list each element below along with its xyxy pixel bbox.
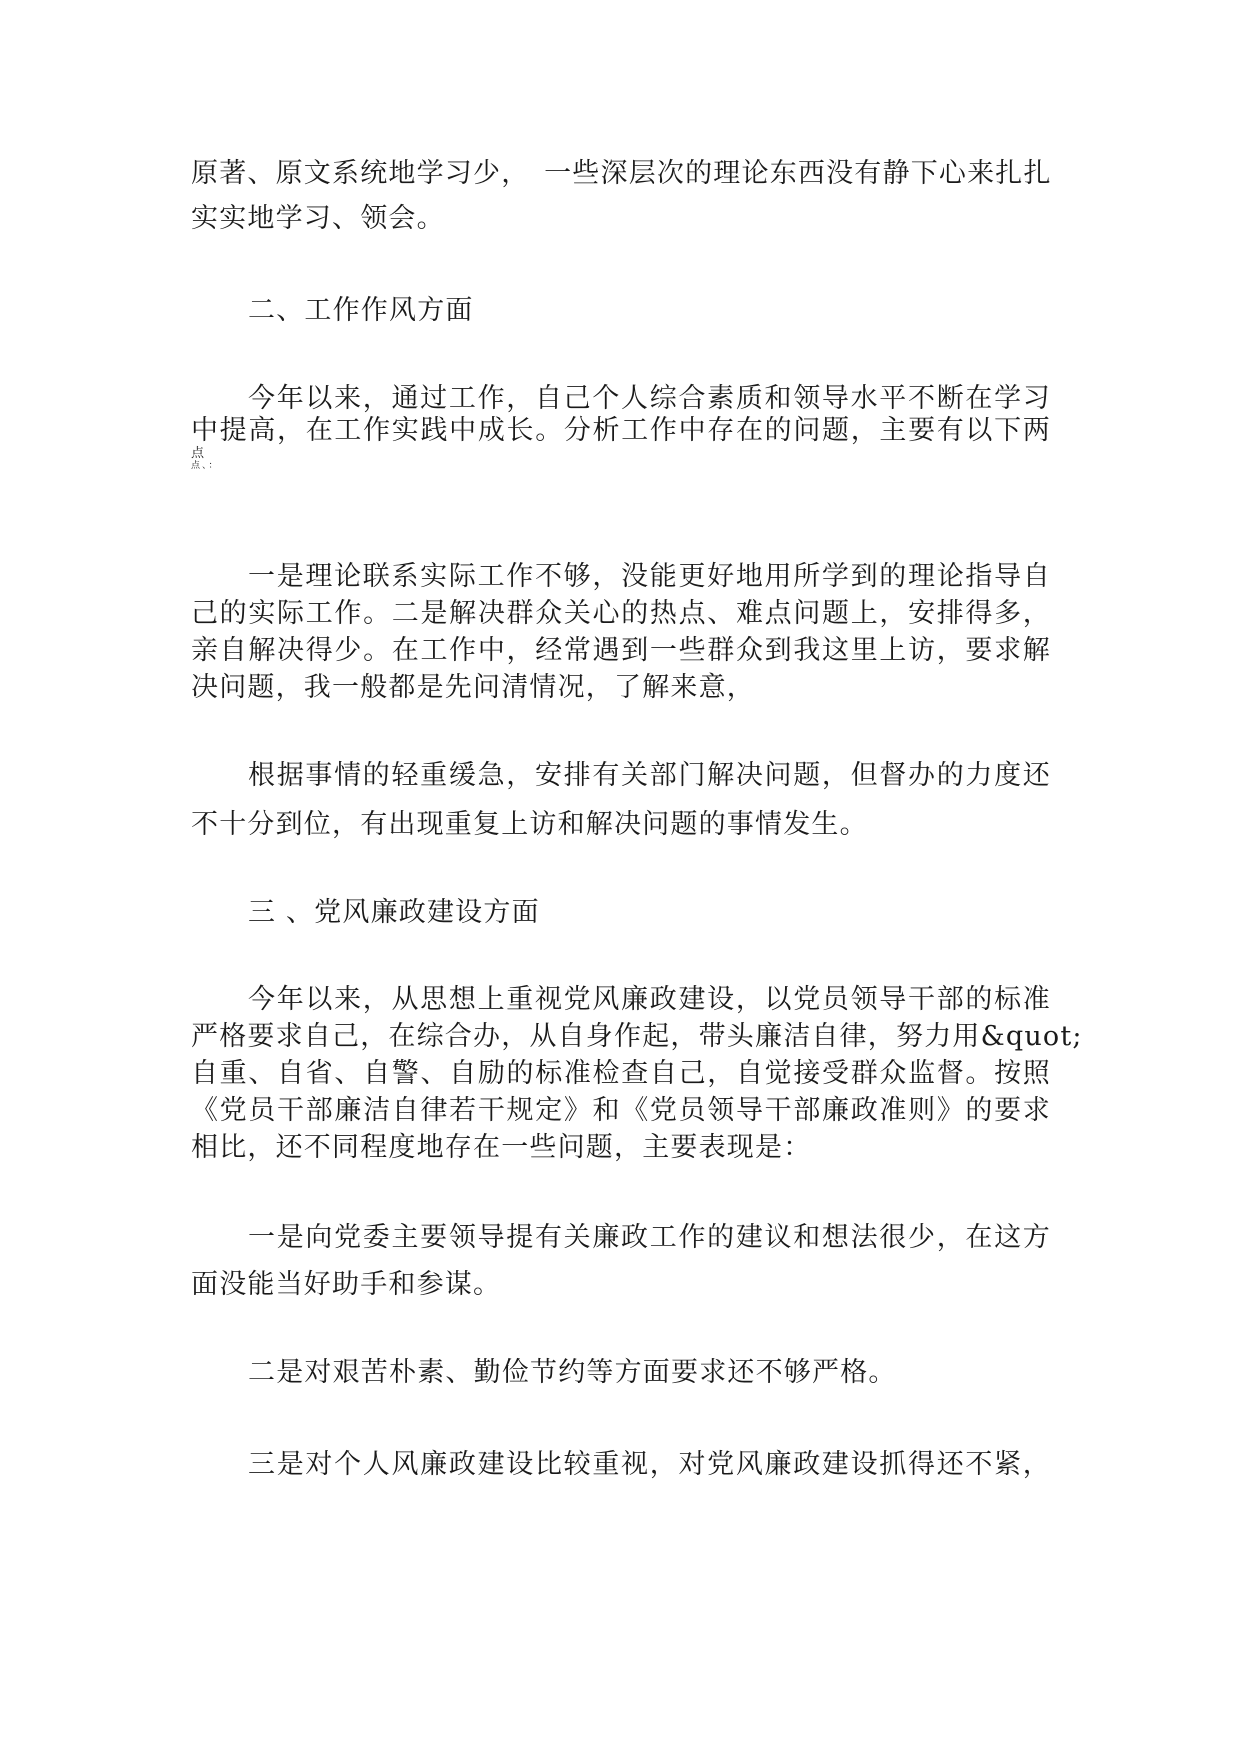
text-line: 《党员干部廉洁自律若干规定》和《党员领导干部廉政准则》的要求 — [191, 1095, 1051, 1126]
section-heading: 三 、党风廉政建设方面 — [248, 897, 540, 928]
text-line: 亲自解决得少。在工作中，经常遇到一些群众到我这里上访，要求解 — [191, 635, 1051, 666]
text-line: 自重、自省、自警、自励的标准检查自己，自觉接受群众监督。按照 — [191, 1058, 1051, 1089]
text-line: 严格要求自己，在综合办，从自身作起，带头廉洁自律，努力用&quot; — [191, 1021, 1083, 1052]
text-line: 根据事情的轻重缓急，安排有关部门解决问题，但督办的力度还 — [248, 760, 1051, 791]
text-line: 面没能当好助手和参谋。 — [191, 1269, 502, 1300]
text-line: 决问题，我一般都是先问清情况，了解来意， — [191, 672, 755, 703]
text-line: 二是对艰苦朴素、勤俭节约等方面要求还不够严格。 — [248, 1357, 897, 1388]
text-line: 今年以来，通过工作，自己个人综合素质和领导水平不断在学习 — [248, 383, 1051, 414]
text-line: 实实地学习、领会。 — [191, 203, 445, 234]
text-line: 点、： — [191, 461, 220, 471]
text-line: 己的实际工作。二是解决群众关心的热点、难点问题上，安排得多， — [191, 598, 1051, 629]
text-line: 今年以来，从思想上重视党风廉政建设，以党员领导干部的标准 — [248, 984, 1051, 1015]
text-line: 点 — [191, 446, 205, 461]
text-line: 一是理论联系实际工作不够，没能更好地用所学到的理论指导自 — [248, 561, 1051, 592]
text-line: 三是对个人风廉政建设比较重视，对党风廉政建设抓得还不紧， — [248, 1449, 1051, 1480]
text-line: 原著、原文系统地学习少， 一些深层次的理论东西没有静下心来扎扎 — [191, 158, 1052, 189]
text-line: 不十分到位，有出现重复上访和解决问题的事情发生。 — [191, 809, 868, 840]
section-heading: 二、工作作风方面 — [248, 295, 474, 326]
text-line: 一是向党委主要领导提有关廉政工作的建议和想法很少，在这方 — [248, 1222, 1051, 1253]
text-line: 中提高，在工作实践中成长。分析工作中存在的问题，主要有以下两 — [191, 415, 1051, 446]
text-line: 相比，还不同程度地存在一些问题，主要表现是： — [191, 1132, 812, 1163]
